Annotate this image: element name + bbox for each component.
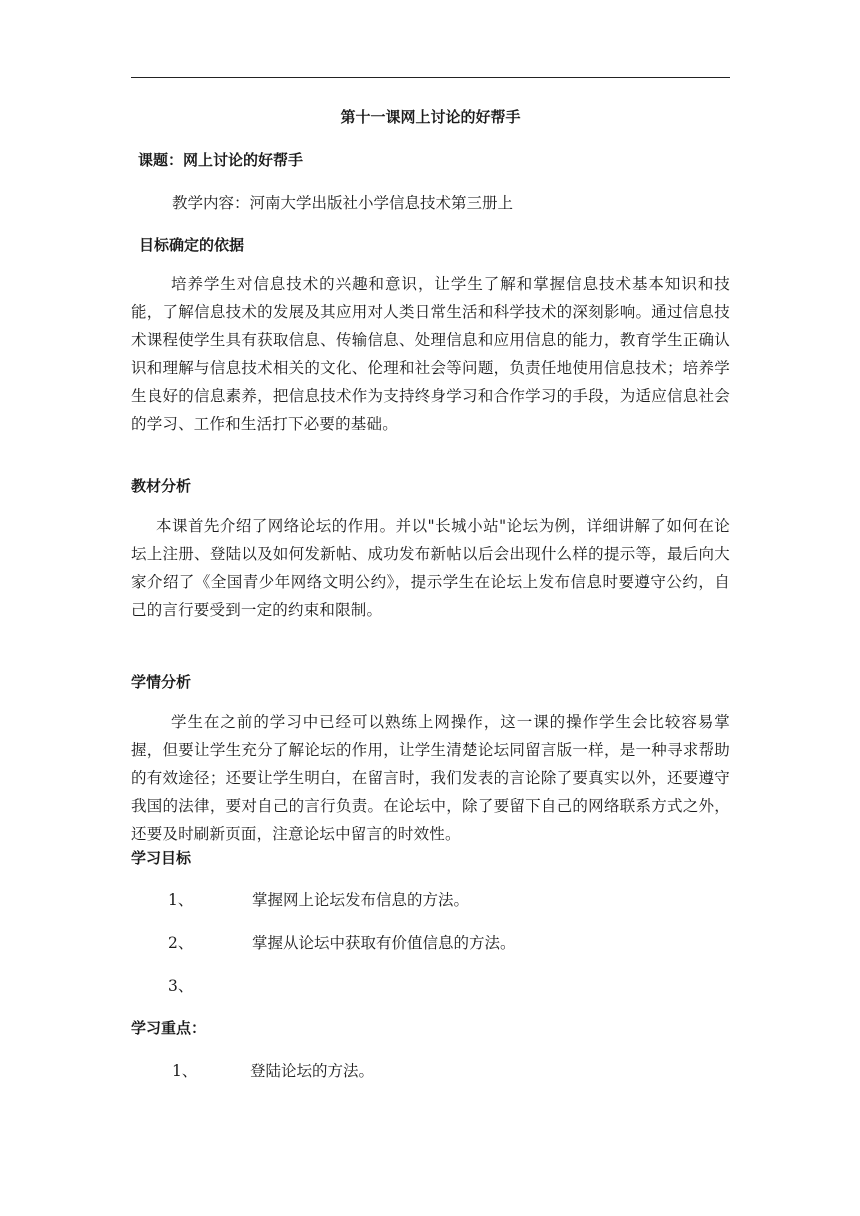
goal-item-text: 掌握网上论坛发布信息的方法。 [252, 891, 470, 909]
document-title: 第十一课网上讨论的好帮手 [340, 108, 521, 126]
goal-item-text: 掌握从论坛中获取有价值信息的方法。 [252, 934, 516, 952]
focus-item-number: 1、 [172, 1062, 198, 1080]
section-heading-basis: 目标确定的依据 [139, 236, 245, 254]
section-heading-material: 教材分析 [131, 477, 192, 495]
focus-item-text: 登陆论坛的方法。 [250, 1062, 375, 1080]
goal-item-number: 2、 [168, 934, 194, 952]
section-heading-focus: 学习重点： [131, 1019, 207, 1037]
topic-heading: 课题：网上讨论的好帮手 [138, 151, 304, 169]
section-heading-goals: 学习目标 [131, 849, 192, 867]
section-text-basis: 培养学生对信息技术的兴趣和意识，让学生了解和掌握信息技术基本知识和技能，了解信息技术的发展及其应用对人类日常生活和科学技术的深刻影响。通过信息技术课程使学生具有获取信息、传输信息、处理信息和应用信息的能力，教育学生正确认识和理解与信息技术相关的文化、伦理和社会等问题，负责任地使用信息技术；培养学生良好的信息素养，把信息技术作为支持终身学习和合作学习的手段，为适应信息社会的学习、工作和生活打下必要的基础。 [131, 275, 730, 433]
header-rule [131, 77, 730, 78]
goal-item-number: 1、 [168, 891, 194, 909]
section-text-material: 本课首先介绍了网络论坛的作用。并以"长城小站"论坛为例，详细讲解了如何在论坛上注册、登陆以及如何发新帖、成功发布新帖以后会出现什么样的提示等，最后向大家介绍了《全国青少年网络文明公约》，提示学生在论坛上发布信息时要遵守公约，自己的言行要受到一定的约束和限制。 [131, 517, 730, 619]
section-text-students: 学生在之前的学习中已经可以熟练上网操作，这一课的操作学生会比较容易掌握，但要让学生充分了解论坛的作用，让学生清楚论坛同留言版一样，是一种寻求帮助的有效途径；还要让学生明白，在留言时，我们发表的言论除了要真实以外，还要遵守我国的法律，要对自己的言行负责。在论坛中，除了要留下自己的网络联系方式之外，还要及时刷新页面，注意论坛中留言的时效性。 [131, 713, 730, 843]
teaching-content-line: 教学内容：河南大学出版社小学信息技术第三册上 [172, 194, 514, 212]
section-heading-students: 学情分析 [131, 673, 192, 691]
goal-item-number: 3、 [168, 977, 194, 995]
